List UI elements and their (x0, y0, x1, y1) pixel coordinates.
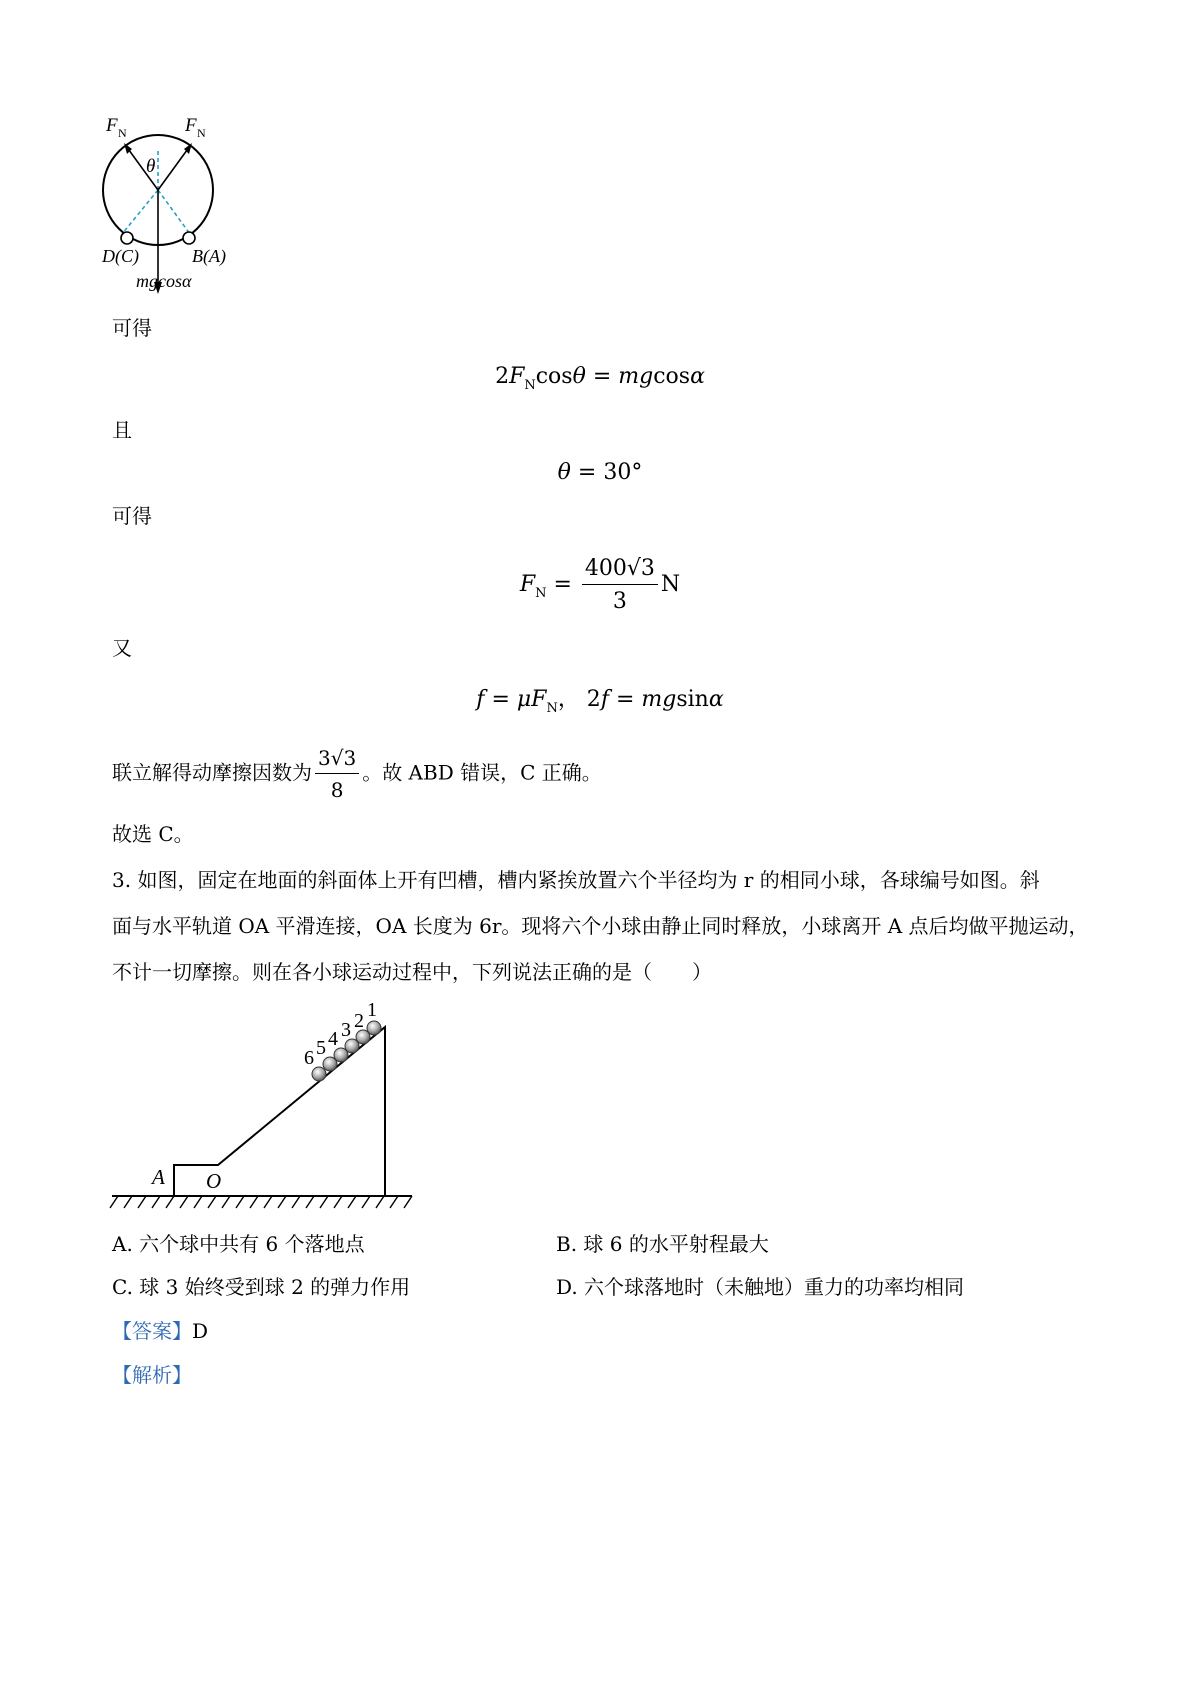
ba-label: B(A) (192, 246, 226, 266)
ball-ba (183, 232, 195, 244)
force-diagram (100, 118, 260, 318)
option-b: B. 球 6 的水平射程最大 (556, 1232, 769, 1256)
left-fn-label: F (106, 118, 118, 136)
left-fn-sub: N (118, 126, 127, 140)
ball-1 (367, 1021, 381, 1035)
equation-4: $f = \mu F_N$， 2f = mgsinα (476, 687, 724, 716)
right-fn-label: F (185, 118, 197, 136)
ball-label-1: 1 (367, 999, 377, 1021)
point-o-label: O (206, 1169, 222, 1193)
equation-3: $F_N$ = $\frac{400√3}{3}$ N (519, 556, 681, 614)
left-dashed-line (122, 190, 158, 234)
text-select: 故选 C。 (112, 822, 194, 846)
dc-label: D(C) (102, 246, 139, 266)
ball-label-4: 4 (328, 1028, 338, 1050)
equation-1: $2F_N\cos\theta = mgcos\alpha$ (495, 364, 705, 393)
ball-label-2: 2 (354, 1010, 364, 1032)
option-a: A. 六个球中共有 6 个落地点 (112, 1232, 365, 1256)
ball-6 (312, 1067, 326, 1081)
ball-label-6: 6 (304, 1047, 314, 1069)
mu-fraction: $\frac{3√3}{8}$ (315, 746, 359, 802)
weight-label: mgcosα (136, 271, 192, 291)
question3-line-1: 3. 如图，固定在地面的斜面体上开有凹槽，槽内紧挨放置六个半径均为 r 的相同小球，各球编号如图。斜 (112, 868, 1040, 892)
option-d: D. 六个球落地时（未触地）重力的功率均相同 (556, 1275, 965, 1299)
answer-line (112, 1319, 208, 1343)
ball-label-3: 3 (341, 1019, 351, 1041)
right-dashed-line (158, 190, 190, 234)
text-qie: 且 (112, 418, 132, 442)
ball-dc (121, 232, 133, 244)
fn-fraction: $\frac{400√3}{3}$ (582, 556, 658, 614)
answer-label: 【答案】 (112, 1319, 192, 1343)
question3-line-2: 面与水平轨道 OA 平滑连接，OA 长度为 6r。现将六个小球由静止同时释放，小球离开 A 点后均做平抛运动， (112, 914, 1089, 938)
text-you: 又 (112, 636, 132, 660)
analysis-line (112, 1363, 192, 1387)
option-c: C. 球 3 始终受到球 2 的弹力作用 (112, 1275, 411, 1299)
text-kede-2: 可得 (112, 504, 152, 528)
right-normal-force-arrow (158, 146, 190, 190)
answer-value: D (192, 1319, 209, 1343)
analysis-label: 【解析】 (112, 1363, 192, 1387)
ball-label-5: 5 (316, 1037, 326, 1059)
incline-diagram (108, 996, 428, 1216)
ground-hatching (110, 1196, 412, 1208)
right-fn-sub: N (197, 126, 206, 140)
conclusion-line: 联立解得动摩擦因数为 $\frac{3√3}{8}$ 。故 ABD 错误，C 正确。 (112, 746, 602, 802)
equation-2: θ = 30° (557, 460, 643, 485)
text-kede-1: 可得 (112, 316, 152, 340)
question3-line-3: 不计一切摩擦。则在各小球运动过程中，下列说法正确的是（ ） (112, 960, 712, 984)
theta-label: θ (146, 156, 156, 177)
point-a-label: A (152, 1165, 165, 1189)
